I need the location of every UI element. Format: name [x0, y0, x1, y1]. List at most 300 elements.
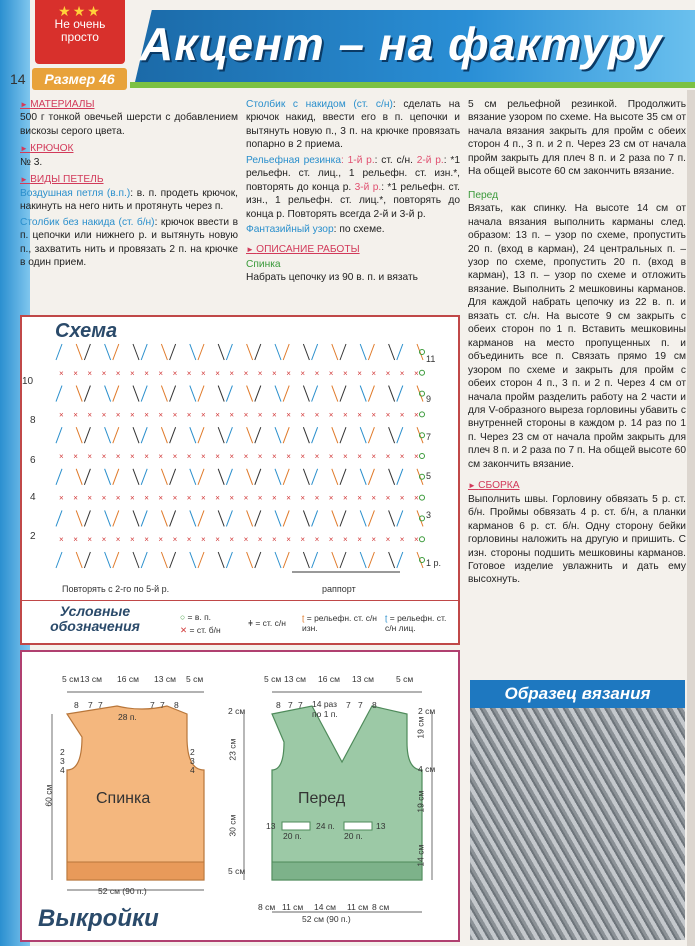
text-column-2 [246, 98, 460, 287]
back-top-1: 5 см [62, 674, 80, 684]
dc-mark [218, 344, 224, 360]
dc-mark [360, 510, 366, 526]
dc-mark [113, 386, 119, 402]
sc-mark: × [59, 493, 64, 503]
sc-mark: × [243, 535, 249, 545]
dc-mark [332, 386, 338, 402]
pocket-left-count: 13 [266, 821, 276, 831]
dc-mark [113, 510, 119, 526]
front-bottom-seg-2: 11 см [282, 902, 304, 912]
row-label-8: 8 [30, 415, 36, 426]
dc-mark [161, 344, 167, 360]
page-title: Акцент – на фактуру [140, 18, 663, 70]
dc-mark [133, 552, 139, 568]
sc-mark: × [59, 368, 64, 378]
sc-mark: × [314, 493, 320, 503]
sc-mark: × [73, 410, 78, 420]
sc-mark: × [73, 452, 78, 461]
dc-text: : сделать на крючок накид, ввести его в п. цепочки и вытянуть новую п., 3 п. на крючке провязать попарно в 2 приема. [246, 99, 460, 151]
sc-mark: × [243, 452, 249, 461]
dc-mark [255, 344, 261, 360]
sc-mark: × [186, 410, 192, 420]
dc-mark [303, 469, 309, 485]
dc-mark [283, 344, 289, 360]
sc-mark: × [343, 410, 348, 420]
legend-title-line-2: обозначения [50, 618, 140, 634]
sc-mark: × [371, 368, 377, 378]
sc-mark: × [115, 493, 121, 503]
dc-mark [133, 427, 139, 443]
dc-mark [226, 427, 232, 443]
badge-line-2: просто [61, 30, 99, 44]
front-neck-note-2: по 1 п. [312, 709, 338, 719]
sc-mark: × [172, 535, 178, 545]
sc-mark: × [186, 493, 192, 503]
back-height: 60 см [43, 784, 54, 807]
materials-text: 500 г тонкой овечьей шерсти с добавлением вискозы серого цвета. [20, 112, 238, 137]
dc-mark [105, 386, 111, 402]
sc-mark: × [101, 493, 107, 503]
dc-mark [389, 469, 395, 485]
text-column-3 [468, 98, 686, 589]
sc-mark: × [300, 452, 306, 461]
legend-sc-text: = ст. б/н [189, 625, 221, 635]
sc-mark: × [87, 368, 93, 378]
sc-mark: × [87, 493, 93, 503]
dc-mark [198, 344, 204, 360]
front-right-dim-3: 4 см [418, 764, 436, 774]
knit-sample-photo [470, 708, 685, 940]
dc-mark [303, 344, 309, 360]
sc-mark: × [101, 410, 107, 420]
sc-mark: × [300, 493, 306, 503]
front-left-dim-1: 2 см [228, 706, 246, 716]
dc-mark [161, 469, 167, 485]
dc-mark [389, 552, 395, 568]
sc-mark: × [158, 535, 164, 545]
sc-mark: × [87, 410, 93, 420]
back-bottom: 52 см (90 п.) [98, 886, 147, 896]
dc-mark [84, 510, 90, 526]
sc-mark: × [371, 452, 377, 461]
pocket-left-width: 20 п. [283, 831, 302, 841]
dc-mark [283, 427, 289, 443]
sc-mark: × [172, 368, 178, 378]
dc-mark [141, 510, 147, 526]
sc-mark: × [272, 535, 277, 545]
sc-mark: × [172, 452, 178, 461]
dc-mark [360, 344, 366, 360]
sc-mark: × [257, 368, 263, 378]
sc-mark: × [130, 368, 135, 378]
sc-mark: × [300, 410, 306, 420]
dc-mark [133, 469, 139, 485]
back-step-6: 8 [174, 700, 179, 710]
pocket-right-width: 20 п. [344, 831, 363, 841]
dc-mark [247, 469, 253, 485]
legend-dc [248, 618, 286, 628]
dc-mark [303, 510, 309, 526]
dc-mark [255, 427, 261, 443]
row-label-11: 11 [426, 354, 436, 364]
sc-mark: × [115, 452, 121, 461]
dc-mark [170, 552, 176, 568]
dc-mark [340, 386, 346, 402]
front-right-dim-4: 19 см [415, 790, 426, 813]
dc-mark [397, 386, 403, 402]
relief-front-symbol-icon: ʈ [385, 613, 388, 623]
badge-line-1: Не очень [54, 17, 106, 31]
dc-mark [226, 386, 232, 402]
dc-mark [360, 427, 366, 443]
dc-mark [360, 552, 366, 568]
dc-mark [56, 344, 62, 360]
sc-mark: × [300, 368, 306, 378]
sc-mark: × [314, 452, 320, 461]
dc-mark [141, 469, 147, 485]
dc-mark [255, 510, 261, 526]
back-armhole-left-2: 3 [60, 756, 65, 766]
dc-mark [275, 510, 281, 526]
sc-mark: × [130, 535, 135, 545]
back-text: Набрать цепочку из 90 в. п. и вязать [246, 272, 418, 284]
sc-mark: × [59, 410, 64, 420]
dc-mark [283, 469, 289, 485]
dc-mark [105, 469, 111, 485]
sc-mark: × [314, 535, 320, 545]
sc-mark: × [343, 368, 348, 378]
dc-mark [368, 427, 374, 443]
sc-mark: × [385, 535, 391, 545]
row-label-2: 2 [30, 531, 36, 542]
front-step-4: 7 [346, 700, 351, 710]
sc-mark: × [399, 493, 405, 503]
back-step-2: 7 [88, 700, 93, 710]
rib-definition [246, 154, 460, 221]
front-left-dim-4: 5 см [228, 866, 246, 876]
sc-mark: × [158, 410, 164, 420]
sc-mark: × [314, 410, 320, 420]
rib-row-2: 2-й р. [416, 154, 444, 166]
back-armhole-right-3: 4 [190, 765, 195, 775]
dc-mark [218, 386, 224, 402]
dc-mark [275, 469, 281, 485]
sc-mark: × [328, 368, 334, 378]
back-step-3: 7 [98, 700, 103, 710]
stitch-chart [22, 340, 458, 600]
front-top-4: 13 см [352, 674, 374, 684]
front-step-1: 8 [276, 700, 281, 710]
dc-mark [218, 427, 224, 443]
dc-mark [76, 427, 82, 443]
dc-mark [303, 386, 309, 402]
sc-mark: × [385, 368, 391, 378]
dc-mark [113, 344, 119, 360]
dc-mark [340, 469, 346, 485]
dc-mark [84, 469, 90, 485]
sc-mark: × [286, 410, 291, 420]
rib-text-1: : ст. с/н. [374, 154, 413, 166]
sc-mark: × [371, 535, 377, 545]
back-top-3: 16 см [117, 674, 139, 684]
dc-mark [312, 469, 318, 485]
sc-mark: × [215, 452, 220, 461]
dc-mark [303, 427, 309, 443]
pattern-diagrams [22, 652, 458, 940]
sc-mark: × [371, 493, 377, 503]
sc-mark: × [343, 452, 348, 461]
dc-mark [105, 427, 111, 443]
sc-mark: × [328, 410, 334, 420]
sc-mark: × [115, 535, 121, 545]
sc-mark: × [186, 368, 192, 378]
sc-mark: × [130, 410, 135, 420]
cross-symbol-icon: ✕ [180, 625, 188, 635]
difficulty-badge [35, 0, 125, 64]
right-decor-strip [687, 90, 695, 946]
size-tag: Размер 46 [32, 68, 127, 90]
dc-mark [275, 344, 281, 360]
sc-mark: × [243, 368, 249, 378]
dc-mark [312, 552, 318, 568]
chain-term: Воздушная петля (в.п.) [20, 187, 131, 199]
dc-mark [113, 469, 119, 485]
dc-mark [133, 344, 139, 360]
dc-mark [255, 552, 261, 568]
dc-mark [332, 510, 338, 526]
sc-mark: × [414, 493, 419, 503]
back-armhole-left-3: 4 [60, 765, 65, 775]
rib-row-3: 3-й р. [354, 181, 382, 193]
dc-mark [275, 386, 281, 402]
back-neck-count: 28 п. [118, 712, 137, 722]
dc-mark [397, 510, 403, 526]
sc-mark: × [201, 410, 206, 420]
pocket-right [344, 822, 372, 830]
sc-mark: × [357, 368, 362, 378]
dc-mark [397, 344, 403, 360]
sc-mark: × [257, 410, 263, 420]
back-armhole-right-1: 2 [190, 747, 195, 757]
row-label-3: 3 [426, 510, 432, 520]
front-step-2: 7 [288, 700, 293, 710]
sc-mark: × [343, 493, 348, 503]
sc-mark: × [243, 410, 249, 420]
dc-mark [303, 552, 309, 568]
row-label-1: 1 р. [426, 558, 442, 568]
back-rib-band [67, 862, 204, 880]
front-rib-band [272, 862, 422, 880]
dc-mark [170, 469, 176, 485]
rib-term: Рельефная резинка [246, 154, 342, 166]
legend-sc [180, 625, 221, 635]
back-continued-text: 5 см рельефной резинкой. Продолжить вязание узором по схеме. На высоте 35 см от начала вязания закрыть для пройм с обеих сторон 4 п., 3 п. и 2 п. Через 23 см от начала пройм закрыть для плеч 8 п. и 2 раза по 7 п. На общей высоте 60 см закончить вязание. [468, 99, 686, 178]
sc-mark: × [130, 452, 135, 461]
front-bottom-seg-3: 14 см [314, 902, 336, 912]
dc-mark [397, 552, 403, 568]
turning-chain-mark [420, 495, 425, 500]
legend-relief-back [302, 613, 382, 633]
schema-title: Схема [55, 320, 118, 342]
front-step-6: 8 [372, 700, 377, 710]
dc-term: Столбик с накидом (ст. с/н) [246, 99, 393, 110]
dc-mark [275, 427, 281, 443]
back-step-5: 7 [160, 700, 165, 710]
front-pattern-shape [272, 706, 422, 880]
dc-mark [198, 469, 204, 485]
sc-mark: × [357, 493, 362, 503]
dc-mark [312, 427, 318, 443]
back-heading: Спинка [246, 258, 281, 270]
sc-mark: × [201, 535, 206, 545]
legend-divider [22, 600, 458, 601]
turning-chain-mark [420, 412, 425, 417]
back-label: Спинка [96, 790, 151, 807]
dc-mark [368, 386, 374, 402]
dc-mark [198, 552, 204, 568]
sc-mark: × [357, 452, 362, 461]
pocket-mid-count: 24 п. [316, 821, 335, 831]
dc-mark [247, 386, 253, 402]
dc-mark [161, 427, 167, 443]
dc-mark [340, 510, 346, 526]
front-bottom-seg-4: 11 см [347, 902, 369, 912]
sc-mark: × [229, 535, 235, 545]
dc-mark [141, 427, 147, 443]
sc-mark: × [272, 452, 277, 461]
dc-mark [190, 344, 196, 360]
dc-mark [141, 552, 147, 568]
back-top-4: 13 см [154, 674, 176, 684]
sc-mark: × [115, 410, 121, 420]
dc-mark [389, 427, 395, 443]
sc-mark: × [186, 535, 192, 545]
sc-mark: × [215, 493, 220, 503]
sc-mark: × [257, 452, 263, 461]
dc-mark [397, 469, 403, 485]
legend-chain-text: = в. п. [187, 612, 212, 622]
rib-text-3: : *1 рельефн. ст. изн., 1 рельефн. ст. лиц.*, повторять до конца р. Повторять всегда 2-й и 3-й р. [246, 181, 460, 220]
sc-mark: × [257, 535, 263, 545]
back-step-4: 7 [150, 700, 155, 710]
dc-mark [247, 552, 253, 568]
dc-mark [141, 344, 147, 360]
legend-relief-back-text: = рельефн. ст. с/н изн. [302, 613, 378, 633]
dc-mark [161, 552, 167, 568]
dc-mark [340, 552, 346, 568]
dc-mark [170, 386, 176, 402]
dc-symbol-icon: ǂ [248, 618, 253, 628]
sc-mark: × [144, 368, 149, 378]
dc-mark [247, 427, 253, 443]
dc-mark [255, 469, 261, 485]
turning-chain-mark [420, 370, 425, 375]
dc-mark [133, 510, 139, 526]
dc-mark [105, 510, 111, 526]
dc-mark [76, 510, 82, 526]
front-bottom: 52 см (90 п.) [302, 914, 351, 924]
relief-back-symbol-icon: ʈ [302, 613, 305, 623]
title-underline [130, 82, 695, 88]
sc-definition [20, 216, 238, 270]
dc-mark [247, 510, 253, 526]
sc-mark: × [385, 452, 391, 461]
dc-mark [283, 552, 289, 568]
dc-mark [84, 552, 90, 568]
front-top-3: 16 см [318, 674, 340, 684]
sc-mark: × [59, 535, 64, 545]
back-armhole-right-2: 3 [190, 756, 195, 766]
sc-mark: × [371, 410, 377, 420]
sc-mark: × [201, 452, 206, 461]
legend-chain [180, 612, 211, 622]
dc-mark [113, 552, 119, 568]
pocket-left [282, 822, 310, 830]
dc-mark [312, 386, 318, 402]
dc-mark [218, 552, 224, 568]
dc-mark [84, 427, 90, 443]
back-top-5: 5 см [186, 674, 204, 684]
dc-mark [190, 386, 196, 402]
dc-mark [360, 469, 366, 485]
dc-mark [84, 344, 90, 360]
sc-mark: × [385, 410, 391, 420]
fancy-definition [246, 223, 460, 236]
dc-mark [226, 344, 232, 360]
front-right-dim-2: 19 см [415, 716, 426, 739]
dc-mark [226, 510, 232, 526]
sample-title: Образец вязания [470, 680, 685, 708]
sc-mark: × [215, 410, 220, 420]
sc-mark: × [343, 535, 348, 545]
sc-mark: × [144, 410, 149, 420]
dc-mark [170, 510, 176, 526]
dc-mark [360, 386, 366, 402]
sc-mark: × [144, 535, 149, 545]
sc-mark: × [272, 368, 277, 378]
text-column-1 [20, 98, 238, 271]
sc-mark: × [87, 535, 93, 545]
dc-mark [190, 510, 196, 526]
dc-mark [255, 386, 261, 402]
sc-mark: × [158, 368, 164, 378]
sc-mark: × [300, 535, 306, 545]
front-step-3: 7 [298, 700, 303, 710]
row-label-10: 10 [22, 376, 34, 387]
sc-mark: × [158, 493, 164, 503]
dc-mark [283, 510, 289, 526]
chain-text: : в. п. продеть крючок, накинуть на него нить и протянуть через п. [20, 187, 238, 213]
sc-mark: × [144, 452, 149, 461]
dc-mark [84, 386, 90, 402]
dc-mark [218, 510, 224, 526]
sc-term: Столбик без накида (ст. б/н) [20, 216, 155, 228]
sc-mark: × [87, 452, 93, 461]
star-icon: ★★★ [58, 3, 102, 19]
sc-mark: × [73, 368, 78, 378]
dc-mark [397, 427, 403, 443]
row-label-6: 6 [30, 455, 36, 466]
dc-mark [161, 386, 167, 402]
sc-mark: × [414, 452, 419, 461]
sc-mark: × [414, 535, 419, 545]
dc-mark [198, 427, 204, 443]
dc-mark [368, 469, 374, 485]
dc-mark [312, 344, 318, 360]
dc-mark [56, 427, 62, 443]
dc-mark [76, 386, 82, 402]
dc-mark [161, 510, 167, 526]
